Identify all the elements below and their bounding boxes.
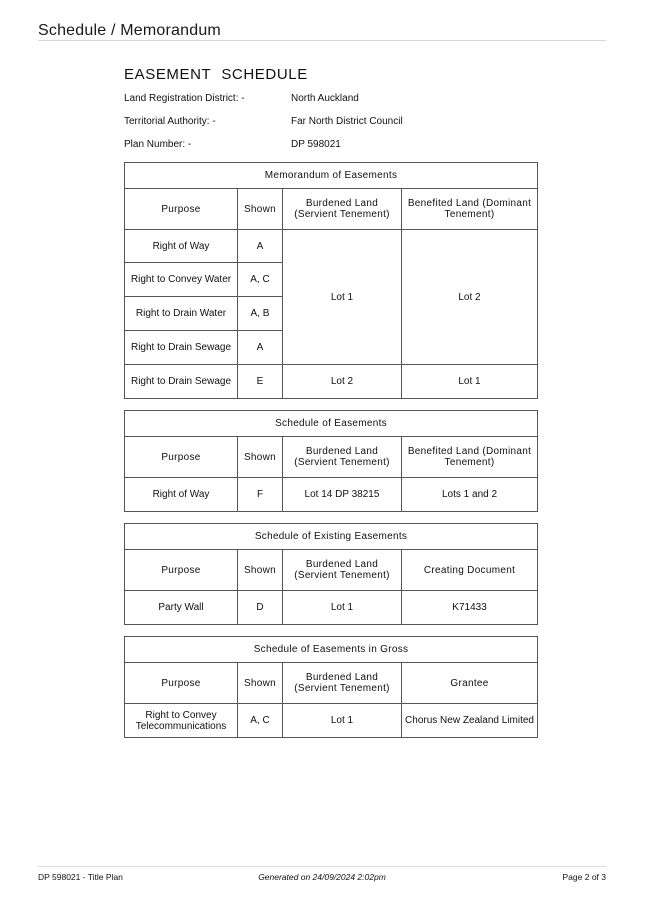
page-title: Schedule / Memorandum <box>38 22 221 39</box>
table-header-row <box>125 189 538 230</box>
purpose-cell: Right to Convey Water <box>125 263 238 297</box>
header-grantee: Grantee <box>402 663 538 704</box>
shown-cell: A, C <box>238 263 283 297</box>
header-purpose: Purpose <box>125 663 238 704</box>
authority-label: Territorial Authority: - <box>124 116 216 127</box>
burdened-land-cell: Lot 1 <box>283 230 402 365</box>
purpose-cell: Right of Way <box>125 230 238 263</box>
shown-cell: A <box>238 230 283 263</box>
schedule-of-existing-easements-table <box>124 523 538 625</box>
easements-in-gross-title: Schedule of Easements in Gross <box>125 637 538 663</box>
grantee-cell: Chorus New Zealand Limited <box>402 704 538 738</box>
title-word-schedule: SCHEDULE <box>221 66 308 83</box>
existing-easements-title: Schedule of Existing Easements <box>125 524 538 550</box>
benefited-land-cell: Lot 2 <box>402 230 538 365</box>
burdened-land-cell: Lot 14 DP 38215 <box>283 478 402 512</box>
authority-value: Far North District Council <box>291 116 403 127</box>
page-footer <box>38 866 606 886</box>
memorandum-title: Memorandum of Easements <box>125 163 538 189</box>
header-benefited-land: Benefited Land (Dominant Tenement) <box>402 189 538 230</box>
table-row <box>125 591 538 625</box>
footer-plan-reference: DP 598021 - Title Plan <box>38 872 123 882</box>
page-header <box>38 22 606 41</box>
header-purpose: Purpose <box>125 550 238 591</box>
header-creating-document: Creating Document <box>402 550 538 591</box>
benefited-land-cell: Lots 1 and 2 <box>402 478 538 512</box>
purpose-cell: Party Wall <box>125 591 238 625</box>
plan-number-label: Plan Number: - <box>124 139 192 150</box>
table-row <box>125 478 538 512</box>
district-label: Land Registration District: - <box>124 93 245 104</box>
header-burdened-land: Burdened Land (Servient Tenement) <box>283 437 402 478</box>
title-word-easement: EASEMENT <box>124 66 212 83</box>
creating-document-cell: K71433 <box>402 591 538 625</box>
header-shown: Shown <box>238 550 283 591</box>
table-header-row <box>125 663 538 704</box>
schedule-of-easements-in-gross-table <box>124 636 538 738</box>
document-title <box>124 66 308 83</box>
footer-page-number: Page 2 of 3 <box>562 872 606 882</box>
header-shown: Shown <box>238 437 283 478</box>
header-purpose: Purpose <box>125 189 238 230</box>
schedule-of-easements-table <box>124 410 538 512</box>
shown-cell: A <box>238 331 283 365</box>
shown-cell: A, B <box>238 297 283 331</box>
burdened-land-cell: Lot 1 <box>283 591 402 625</box>
header-burdened-land: Burdened Land (Servient Tenement) <box>283 189 402 230</box>
shown-cell: D <box>238 591 283 625</box>
district-value: North Auckland <box>291 93 359 104</box>
header-shown: Shown <box>238 189 283 230</box>
shown-cell: A, C <box>238 704 283 738</box>
purpose-cell: Right to Convey Telecommunications <box>125 704 238 738</box>
benefited-land-cell: Lot 1 <box>402 365 538 399</box>
header-shown: Shown <box>238 663 283 704</box>
plan-number-value: DP 598021 <box>291 139 341 150</box>
purpose-cell: Right to Drain Water <box>125 297 238 331</box>
burdened-land-cell: Lot 1 <box>283 704 402 738</box>
table-header-row <box>125 437 538 478</box>
table-row <box>125 230 538 263</box>
shown-cell: E <box>238 365 283 399</box>
header-benefited-land: Benefited Land (Dominant Tenement) <box>402 437 538 478</box>
schedule-title: Schedule of Easements <box>125 411 538 437</box>
burdened-land-cell: Lot 2 <box>283 365 402 399</box>
purpose-cell: Right to Drain Sewage <box>125 365 238 399</box>
memorandum-of-easements-table <box>124 162 538 399</box>
table-header-row <box>125 550 538 591</box>
header-purpose: Purpose <box>125 437 238 478</box>
header-burdened-land: Burdened Land (Servient Tenement) <box>283 663 402 704</box>
shown-cell: F <box>238 478 283 512</box>
header-burdened-land: Burdened Land (Servient Tenement) <box>283 550 402 591</box>
table-row <box>125 704 538 738</box>
table-row <box>125 365 538 399</box>
footer-generated-timestamp: Generated on 24/09/2024 2:02pm <box>258 872 386 882</box>
purpose-cell: Right to Drain Sewage <box>125 331 238 365</box>
purpose-cell: Right of Way <box>125 478 238 512</box>
